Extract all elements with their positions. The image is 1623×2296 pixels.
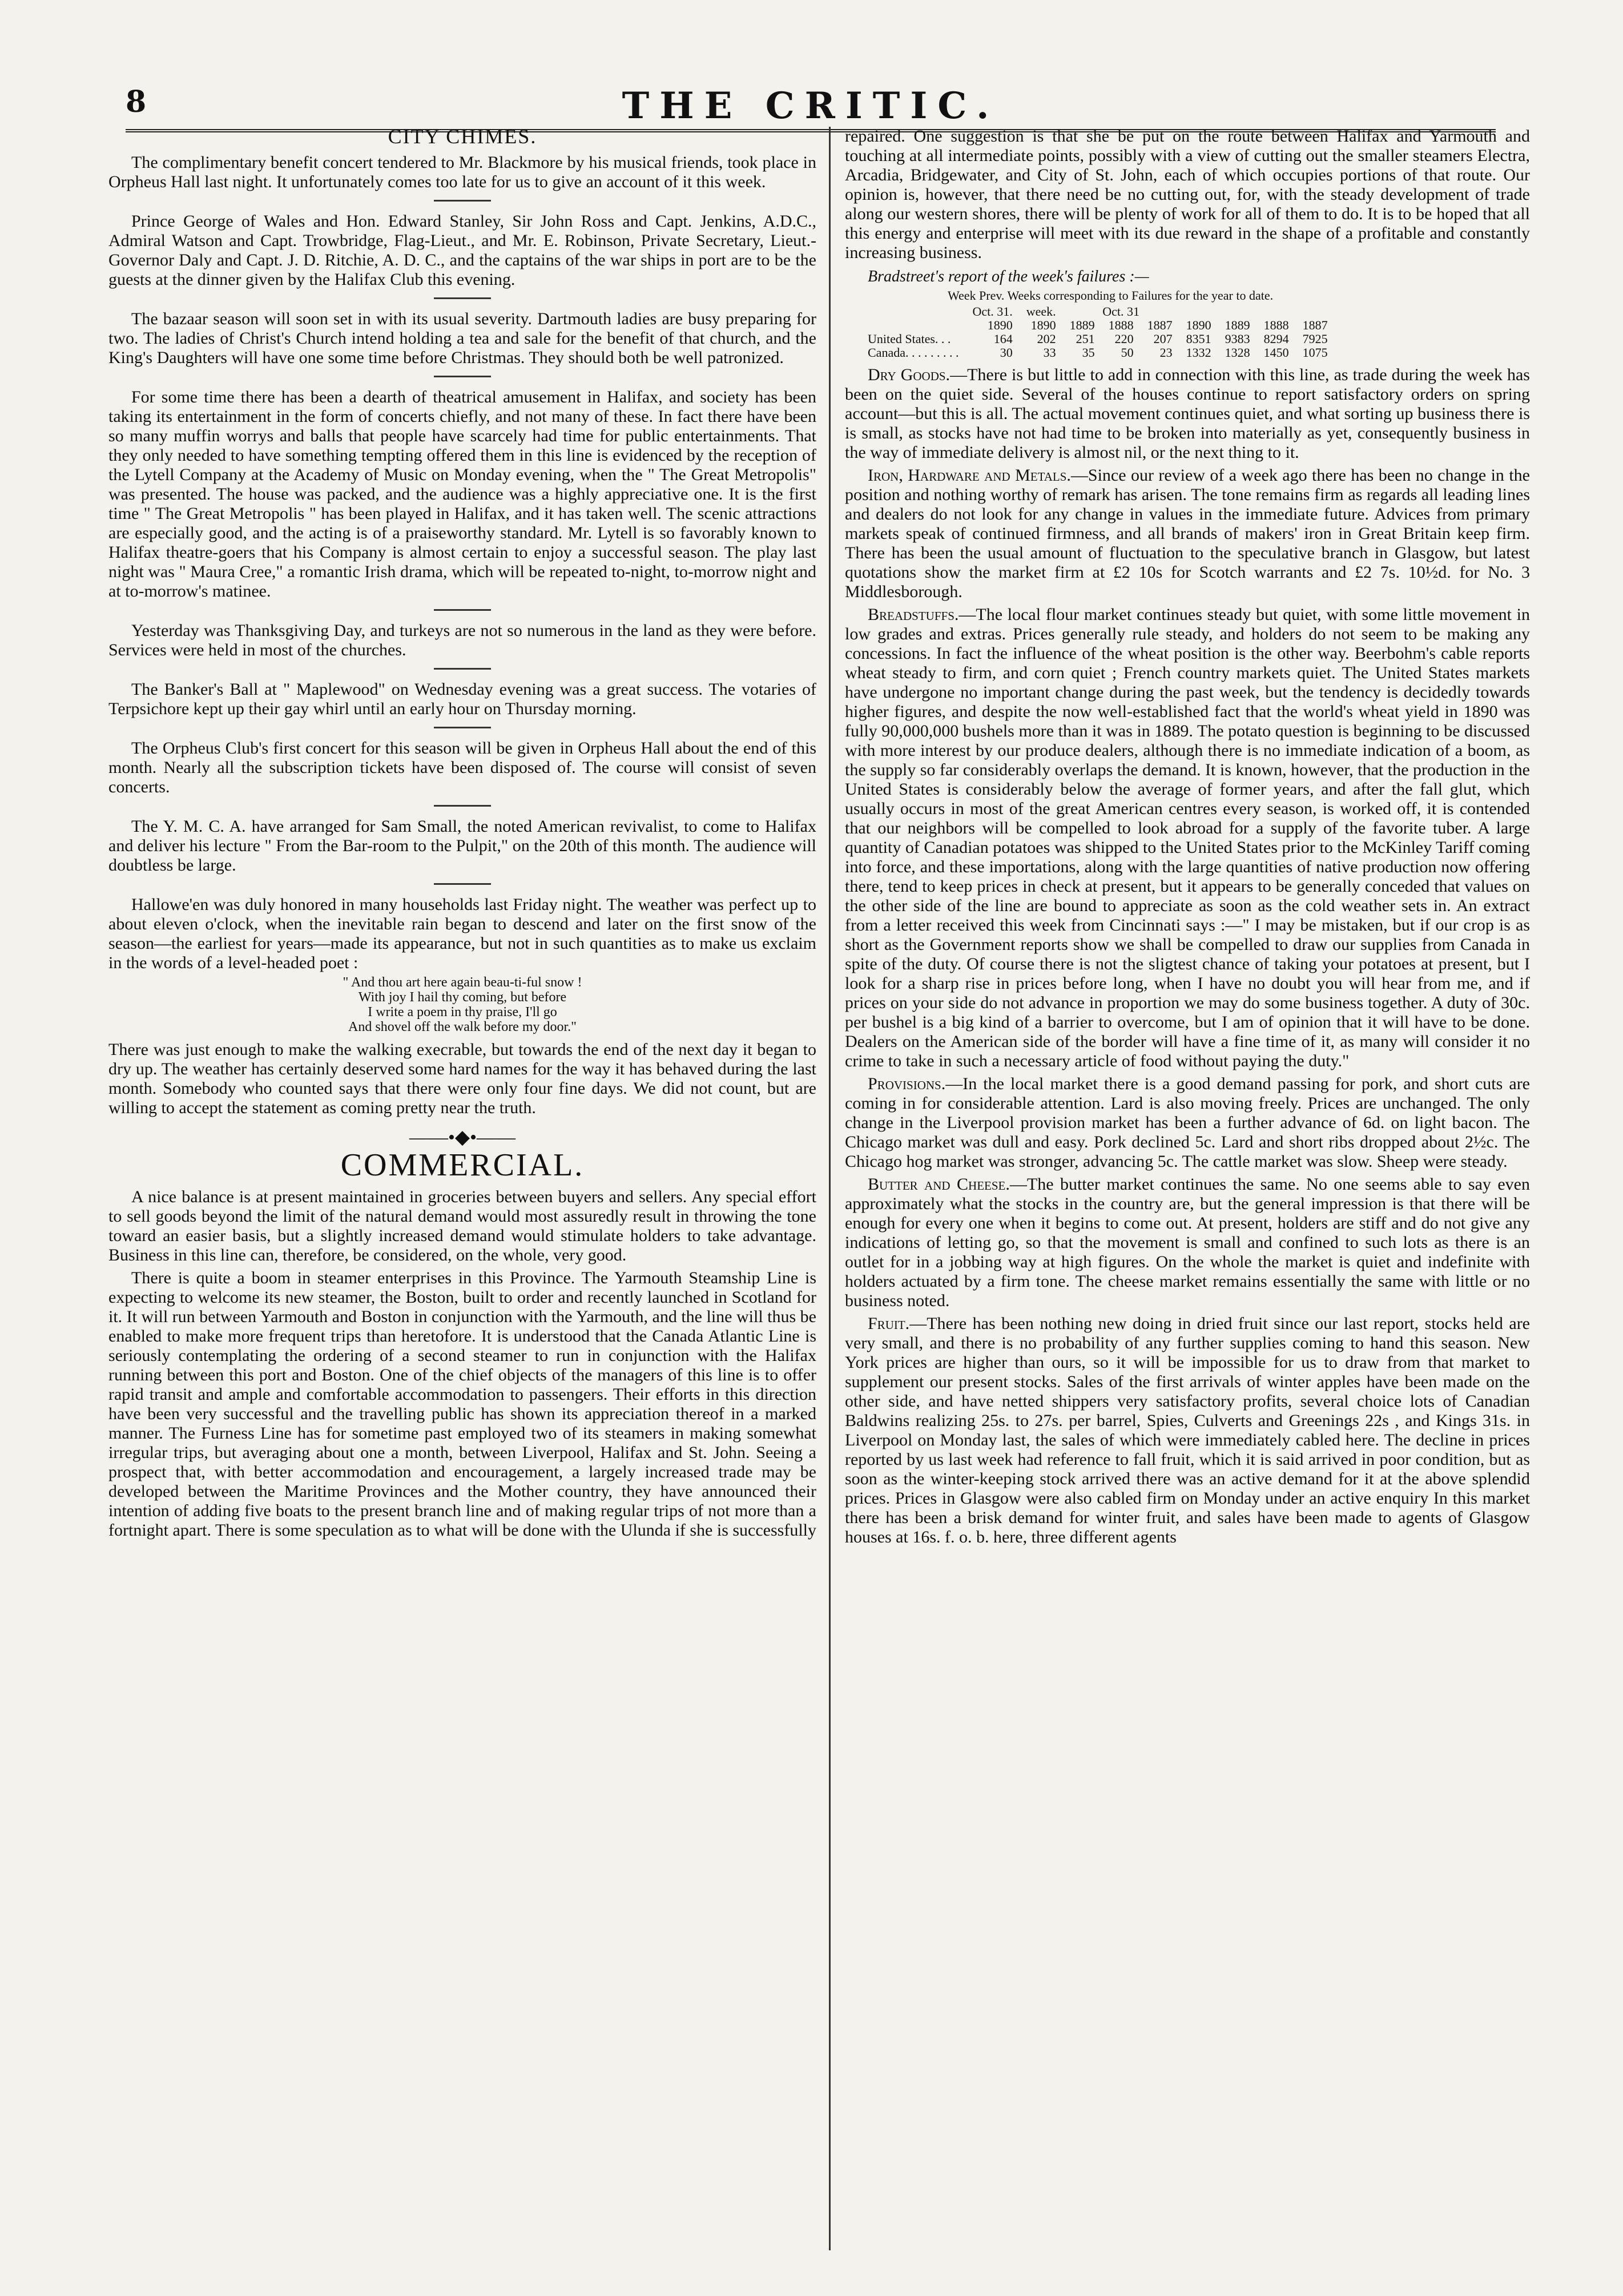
failures-table-group-labels: Week Prev. Weeks corresponding to Failures for the year to date. [948, 288, 1274, 303]
failures-table-caption: Bradstreet's report of the week's failures :— [868, 268, 1149, 285]
market-report-lead: Breadstuffs. [868, 605, 959, 624]
article-divider [434, 376, 491, 377]
table-cell: 7925 [1302, 332, 1328, 346]
article-divider [434, 727, 491, 728]
page-number: 8 [126, 84, 147, 119]
right-column [845, 127, 1530, 2250]
article-paragraph: Yesterday was Thanksgiving Day, and turkeys are not so numerous in the land as they were before. Services were held in most of the churches. [108, 621, 816, 659]
table-cell: 30 [1000, 345, 1013, 360]
article-paragraph: For some time there has been a dearth of theatrical amusement in Halifax, and society has been taking its entertainment in the form of concerts chiefly, and not many of these. In fact there have been so many muffin worrys and balls that people have scarcely had time for public entertainments. That they only needed to have something tempting offered them in this line is evidenced by the reception of the Lytell Company at the Academy of Music on Monday evening, when the " The Great Metropolis" was presented. The house was packed, and the audience was a highly appreciative one. It is the first time " The Great Metropolis " has been played in Halifax, and it has taken well. The scenic attractions are especially good, and the acting is of a praiseworthy standard. Mr. Lytell is so favorably known to Halifax theatre-goers that his Company is almost certain to enjoy a successful season. The play last night was " Maura Cree," a romantic Irish drama, which will be repeated to-night, to-morrow night and at to-morrow's matinee. [108, 388, 816, 601]
article-divider [434, 200, 491, 202]
section-ornament: ——•◆•—— [409, 1127, 516, 1148]
table-cell: 1889 [1225, 318, 1250, 332]
market-report-paragraph [845, 1074, 1530, 1171]
table-cell: 220 [1114, 332, 1134, 346]
table-cell: 8294 [1263, 332, 1289, 346]
table-row [868, 305, 1335, 319]
table-cell: 1075 [1302, 345, 1328, 360]
table-cell: 207 [1153, 332, 1173, 346]
article-paragraph: repaired. One suggestion is that she be put on the route between Halifax and Yarmouth and touching at all intermediate points, possibly with a view of cutting out the smaller steamers Electra, Arcadia, Bridgewater, and City of St. John, each of which occupies portions of that route. Our opinion is, however, that there need be no cutting out, for, with the steady development of trade along our western shores, there will be plenty of work for all of them to do. It is to be hoped that all this energy and enterprise will meet with its due reward in the shape of a profitable and constantly increasing business. [845, 127, 1530, 262]
article-paragraph: There was just enough to make the walking execrable, but towards the end of the next day it began to dry up. The weather has certainly deserved some hard names for the way it has behaved during the last month. Somebody who counted says that there were only four fine days. We did not count, but are willing to accept the statement as coming pretty near the truth. [108, 1040, 816, 1117]
article-paragraph: The complimentary benefit concert tendered to Mr. Blackmore by his musical friends, took place in Orpheus Hall last night. It unfortunately comes too late for us to give an account of it this week. [108, 153, 816, 191]
market-report-lead: Dry Goods. [868, 365, 951, 384]
table-row-label: Canada. . . . . . . . . [868, 345, 959, 360]
article-paragraph: Hallowe'en was duly honored in many households last Friday night. The weather was perfect up to about eleven o'clock, when the inevitable rain began to descend and later on the first snow of the season—the earliest for years—made its appearance, but not in such quantities as to make us exclaim in the words of a level-headed poet : [108, 895, 816, 972]
table-cell: 23 [1159, 345, 1173, 360]
article-paragraph: The Y. M. C. A. have arranged for Sam Small, the noted American revivalist, to come to Halifax and deliver his lecture " From the Bar-room to the Pulpit," on the 20th of this month. The audience will doubtless be large. [108, 817, 816, 875]
article-paragraph: A nice balance is at present maintained in groceries between buyers and sellers. Any special effort to sell goods beyond the limit of the natural demand would most assuredly result in throwing the tone toward an easier basis, but a slightly increased demand would stimulate holders to take advantage. Business in this line can, therefore, be considered, on the whole, very good. [108, 1187, 816, 1264]
article-divider [434, 883, 491, 885]
article-paragraph: The Orpheus Club's first concert for this season will be given in Orpheus Hall about the end of this month. Nearly all the subscription tickets have been disposed of. The course will consist of seven concerts. [108, 739, 816, 796]
article-paragraph: The bazaar season will soon set in with its usual severity. Dartmouth ladies are busy preparing for two. The ladies of Christ's Church intend holding a tea and sale for the benefit of that church, and the King's Daughters will have one some time before Christmas. They should both be well patronized. [108, 309, 816, 367]
article-divider [434, 609, 491, 611]
market-report-lead: Fruit. [868, 1314, 910, 1333]
left-column [108, 127, 816, 2250]
table-cell: 35 [1082, 345, 1095, 360]
market-report-text: —The local flour market continues steady but quiet, with some little movement in low grades and extras. Prices generally rule steady, and holders do not seem to be making any concessions. In fact the influence of the wheat position is the other way. Beerbohm's cable reports wheat steady to firm, and corn quiet ; French country markets quiet. The United States markets have undergone no important change during the past week, but the tendency is decidedly towards higher figures, and despite the now well-established fact that the world's wheat yield in 1890 was fully 90,000,000 bushels more than it was in 1889. The potato question is beginning to be discussed with more interest by our produce dealers, although there is no immediate indication of a boom, as the supply so far considerably overlaps the demand. It is known, however, that the production in the United States is considerably below the average of former years, and after the fall glut, which usually occurs in most of the great American centres every season, is worked off, it is contended that our neighbors will be compelled to look abroad for a supply of the favorite tuber. A large quantity of Canadian potatoes was shipped to the United States prior to the McKinley Tariff coming into force, and these importations, along with the large quantities of native production now offering there, tend to keep prices in check at present, but it appears to be generally conceded that values on the other side of the line are bound to appreciate as soon as the cold weather sets in. An extract from a letter received this week from Cincinnati says :—" I may be mistaken, but if our crop is as short as the Government reports show we shall be compelled to draw our supplies from Canada in spite of the duty. Of course there is not the sligtest chance of taking your potatoes at present, but I look for a sharp rise in prices before long, when I have no doubt you will hear from me, and if prices on your side do not advance in proportion we may do some business together. A duty of 30c. per bushel is a big kind of a barrier to overcome, but I am of opinion that it will have to be done. Dealers on the American side of the border will have a fine time of it, as many will consider it no crime to take in such a necessary article of food without paying the duty." [845, 605, 1530, 1070]
table-cell: 1887 [1147, 318, 1173, 332]
table-cell: Oct. 31 [1102, 304, 1140, 319]
table-cell: Oct. 31. [972, 304, 1013, 319]
market-report-lead: Iron, Hardware and Metals. [868, 466, 1071, 485]
table-cell: 9383 [1225, 332, 1250, 346]
table-row [868, 332, 1335, 346]
poem-line: And shovel off the walk before my door." [348, 1020, 577, 1034]
market-report-text: —The butter market continues the same. No one seems able to say even approximately what the stocks in the country are, but the general impression is that there will be enough for every one when it begins to come out. At present, holders are stiff and do not give any indications of letting go, so that the movement is small and confined to such lots as there is an outlet for in a jobbing way at high figures. On the whole the market is quiet and indefinite with holders actuated by a firm tone. The cheese market remains essentially the same with little or no business noted. [845, 1175, 1530, 1310]
article-divider [434, 805, 491, 807]
column-rule [829, 127, 831, 2250]
table-cell: 1328 [1225, 345, 1250, 360]
table-cell: 164 [993, 332, 1013, 346]
market-report-paragraph [845, 466, 1530, 602]
market-report-lead: Butter and Cheese. [868, 1175, 1010, 1194]
table-cell: 1450 [1263, 345, 1289, 360]
commercial-heading: COMMERCIAL. [340, 1147, 585, 1183]
table-row [868, 319, 1335, 332]
masthead: THE CRITIC. [622, 84, 1000, 127]
article-paragraph: Prince George of Wales and Hon. Edward Stanley, Sir John Ross and Capt. Jenkins, A.D.C., Admiral Watson and Capt. Trowbridge, Flag-Lieut., and Mr. E. Robinson, Private Secretary, Lieut.-Governor Daly and Capt. J. D. Ritchie, A. D. C., and the captains of the war ships in port are to be the guests at the dinner given by the Halifax Club this evening. [108, 212, 816, 289]
market-report-paragraph [845, 605, 1530, 1071]
table-cell: 50 [1121, 345, 1134, 360]
table-row [868, 346, 1335, 360]
market-report-paragraph [845, 365, 1530, 462]
table-cell: 8351 [1186, 332, 1211, 346]
table-cell: week. [1026, 304, 1056, 319]
article-paragraph: There is quite a boom in steamer enterprises in this Province. The Yarmouth Steamship Line is expecting to welcome its new steamer, the Boston, built to order and recently launched in Scotland for it. It will run between Yarmouth and Boston in conjunction with the Yarmouth, and the line will thus be enabled to make more frequent trips than heretofore. It is understood that the Canada Atlantic Line is seriously contemplating the ordering of a second steamer to run in conjunction with the Halifax running between this port and Boston. One of the chief objects of the managers of this line is to offer rapid transit and ample and comfortable accommodation to passengers. Their efforts in this direction have been very successful and the travelling public has shown its appreciation thereof in a marked manner. The Furness Line has for sometime past employed two of its steamers in making somewhat irregular trips, but averaging about one a month, between Liverpool, Halifax and St. John. Seeing a prospect that, with better accommodation and encouragement, a largely increased trade may be developed between the Maritime Provinces and the Mother country, they have announced their intention of adding five boats to the present branch line and of making regular trips of not more than a fortnight apart. There is some speculation as to what will be done with the Ulunda if she is successfully [108, 1268, 816, 1540]
market-report-lead: Provisions. [868, 1074, 946, 1093]
article-divider [434, 297, 491, 299]
quoted-poem [108, 975, 816, 1034]
table-cell: 1890 [1186, 318, 1211, 332]
table-cell: 1887 [1302, 318, 1328, 332]
city-chimes-heading: CITY CHIMES. [388, 127, 537, 148]
table-row-label: United States. . . [868, 332, 951, 346]
table-cell: 1888 [1263, 318, 1289, 332]
table-cell: 1888 [1108, 318, 1134, 332]
market-report-text: —In the local market there is a good demand passing for pork, and short cuts are coming in for considerable attention. Lard is also moving freely. Prices are unchanged. The only change in the Liverpool provision market has been a further advance of 6d. on light bacon. The Chicago market was dull and easy. Pork declined 5c. Lard and short ribs dropped about 2½c. The Chicago hog market was stronger, advancing 5c. The cattle market was slow. Sheep were steady. [845, 1074, 1530, 1171]
table-cell: 33 [1043, 345, 1056, 360]
table-cell: 1332 [1186, 345, 1211, 360]
table-cell: 1889 [1069, 318, 1095, 332]
market-report-paragraph [845, 1314, 1530, 1547]
failures-table [868, 305, 1335, 360]
poem-line: With joy I hail thy coming, but before [358, 990, 567, 1005]
market-report-text: —There has been nothing new doing in dried fruit since our last report, stocks held are very small, and there is no probability of any further supplies coming to hand this season. New York prices are higher than ours, so it will be impossible for us to draw from that market to supplement our present stocks. Sales of the first arrivals of winter apples have been made on the other side, and have netted shippers very satisfactory profits, several choice lots of Canadian Baldwins realizing 25s. to 27s. per barrel, Spies, Culverts and Greenings 22s , and Kings 31s. in Liverpool on Monday last, the sales of which were immediately cabled here. The decline in prices reported by us last week had reference to fall fruit, which it is said arrived in poor condition, but as soon as the winter-keeping stock arrived there was an active demand for it at the above splendid prices. Prices in Glasgow were also cabled firm on Monday under an active enquiry In this market there has been a brisk demand for winter fruit, and sales have been made to agents of Glasgow houses at 16s. f. o. b. here, three different agents [845, 1314, 1530, 1546]
article-divider [434, 668, 491, 670]
article-paragraph: The Banker's Ball at " Maplewood" on Wednesday evening was a great success. The votaries of Terpsichore kept up their gay whirl until an early hour on Thursday morning. [108, 680, 816, 718]
market-report-paragraph [845, 1175, 1530, 1311]
table-cell: 251 [1076, 332, 1095, 346]
poem-line: I write a poem in thy praise, I'll go [368, 1005, 557, 1020]
market-report-text: —Since our review of a week ago there has been no change in the position and nothing worthy of remark has arisen. The tone remains firm as regards all leading lines and dealers do not look for any change in values in the immediate future. Advices from primary markets speak of continued firmness, and all brands of makers' iron in Great Britain keep firm. There has been the usual amount of fluctuation to the speculative branch in Glasgow, but latest quotations show the market firm at £2 10s for Scotch warrants and £2 7s. 10½d. for No. 3 Middlesborough. [845, 466, 1530, 601]
table-cell: 202 [1037, 332, 1056, 346]
poem-line: " And thou art here again beau-ti-ful snow ! [343, 975, 582, 990]
market-report-text: —There is but little to add in connection with this line, as trade during the week has been on the quiet side. Several of the houses continue to report satisfactory orders on spring account—but this is all. The actual movement continues quiet, and what sorting up business there is is small, as stocks have not had time to be broken into materially as yet, consequently business in the way of immediate delivery is almost nil, or the next thing to it. [845, 365, 1530, 462]
table-cell: 1890 [987, 318, 1013, 332]
table-cell: 1890 [1030, 318, 1056, 332]
